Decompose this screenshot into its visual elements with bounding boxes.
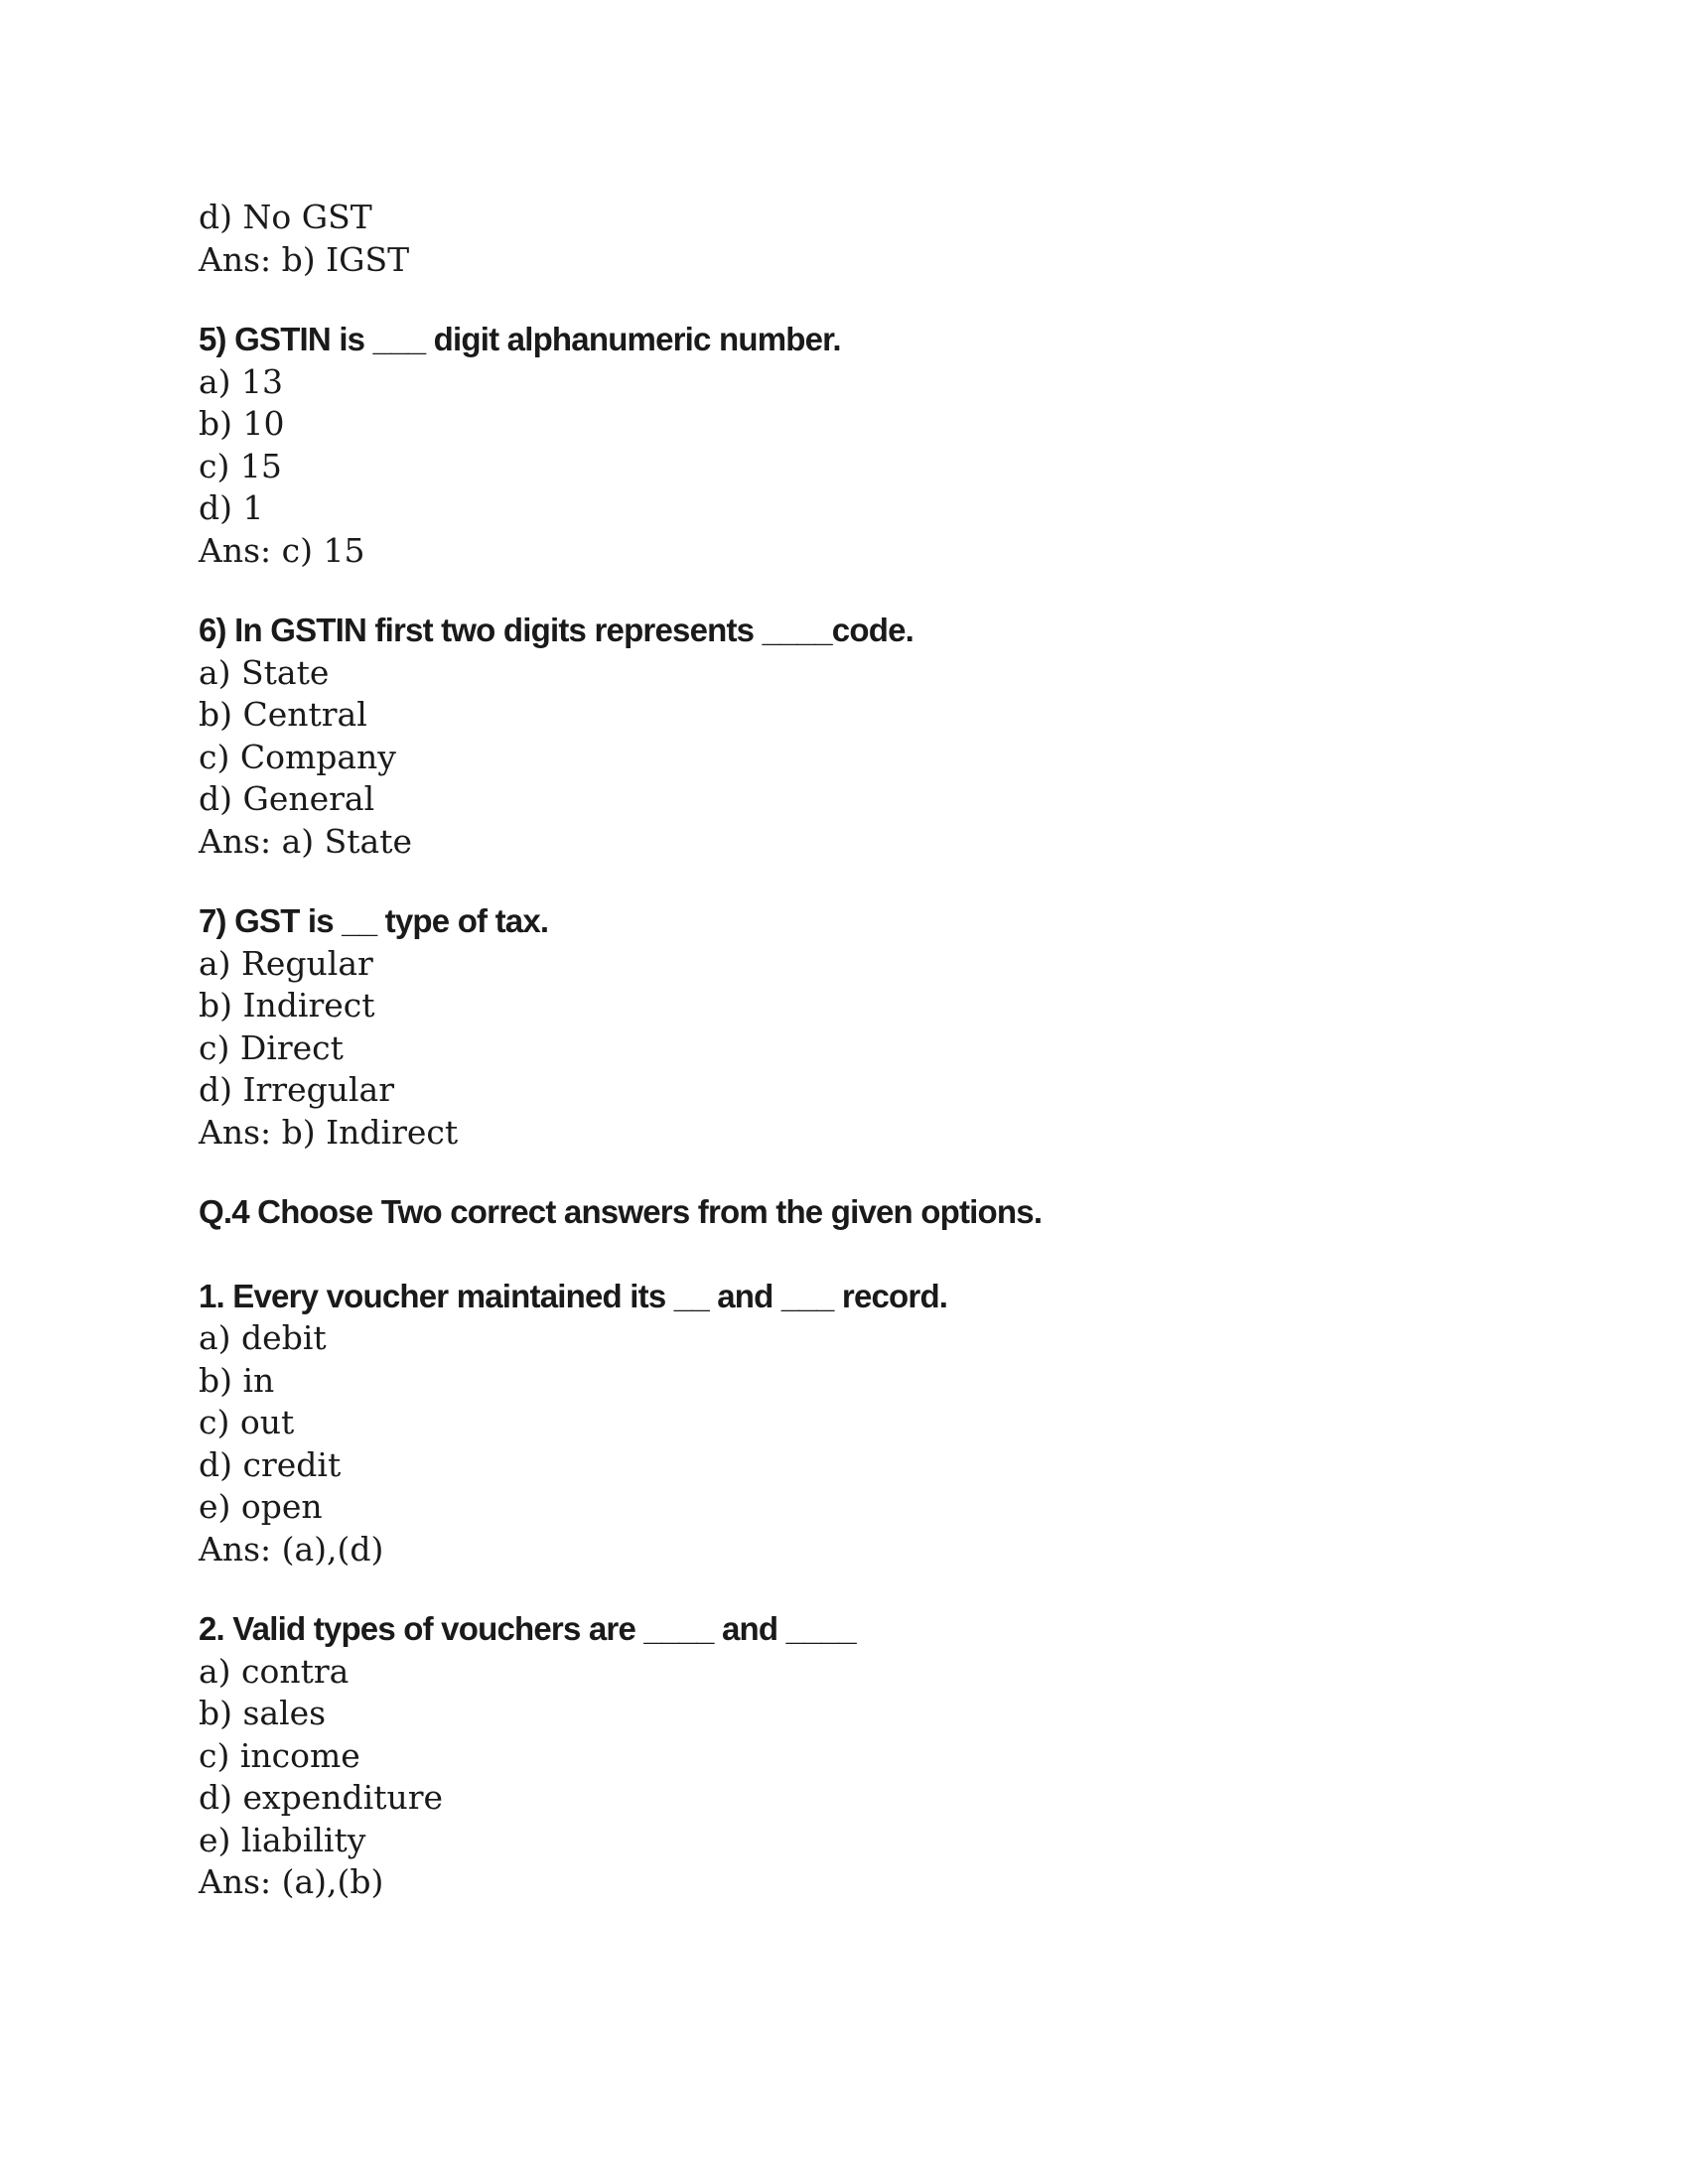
question-4-1 [199, 1276, 1489, 1571]
answer: Ans: b) Indirect [199, 1112, 459, 1152]
answer: Ans: c) 15 [199, 530, 365, 570]
option-c: c) income [199, 1735, 360, 1775]
question-text: 7) GST is __ type of tax. [199, 902, 549, 939]
option-b: b) in [199, 1360, 275, 1400]
question-text: 5) GSTIN is ___ digit alphanumeric number. [199, 321, 841, 357]
option-d: d) General [199, 779, 375, 818]
question-text: 1. Every voucher maintained its __ and ___ record. [199, 1277, 948, 1314]
option-b: b) sales [199, 1694, 327, 1732]
option-b: b) Central [199, 695, 367, 734]
question-5 [199, 319, 1489, 572]
option-b: b) 10 [199, 404, 285, 443]
option-c: c) Company [199, 737, 396, 776]
answer: Ans: (a),(d) [199, 1529, 384, 1569]
option-a: a) 13 [199, 361, 284, 401]
option-d: d) Irregular [199, 1070, 394, 1109]
option-c: c) Direct [199, 1027, 344, 1067]
previous-question-tail [199, 197, 1489, 281]
option-c: c) out [199, 1403, 295, 1441]
option-a: a) State [199, 652, 330, 692]
option-e: e) open [199, 1487, 323, 1526]
answer: Ans: b) IGST [199, 239, 410, 279]
question-text: 2. Valid types of vouchers are ____ and ____ [199, 1610, 856, 1647]
option-b: b) Indirect [199, 986, 375, 1024]
answer: Ans: a) State [199, 821, 412, 861]
question-4-2 [199, 1608, 1489, 1904]
question-6 [199, 610, 1489, 863]
option-d: d) No GST [199, 198, 372, 236]
question-7 [199, 900, 1489, 1154]
option-d: d) 1 [199, 488, 264, 527]
option-a: a) contra [199, 1651, 350, 1691]
option-e: e) liability [199, 1820, 366, 1859]
option-d: d) expenditure [199, 1778, 444, 1817]
option-a: a) Regular [199, 943, 373, 983]
document-page [199, 197, 1489, 1904]
option-d: d) credit [199, 1444, 342, 1484]
section-heading: Q.4 Choose Two correct answers from the given options. [199, 1193, 1043, 1230]
option-c: c) 15 [199, 446, 282, 485]
question-text: 6) In GSTIN first two digits represents ____code. [199, 612, 914, 648]
answer: Ans: (a),(b) [199, 1862, 384, 1901]
option-a: a) debit [199, 1318, 327, 1357]
